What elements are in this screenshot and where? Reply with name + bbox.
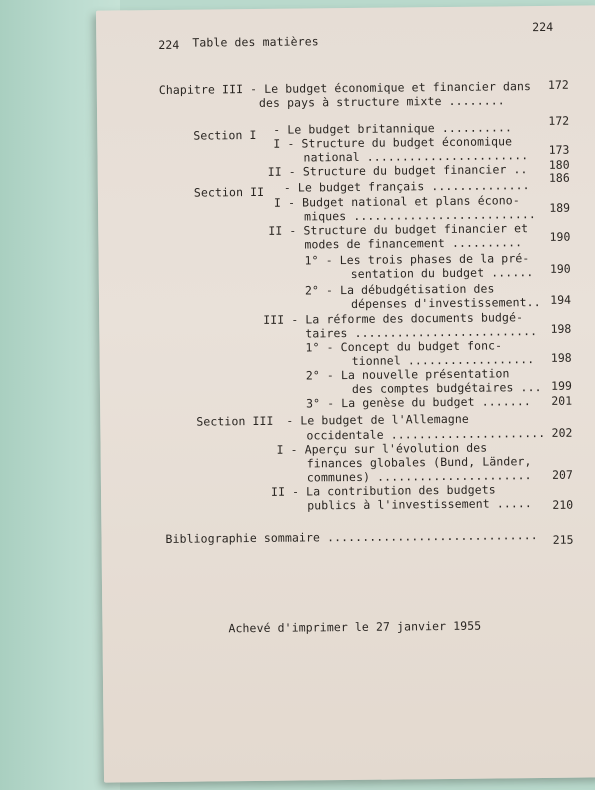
section1-i-line2: national ....................... [303, 148, 529, 165]
section2-iii-2-line2: des comptes budgétaires ... [351, 379, 542, 396]
section2-iii-3-page: 201 [551, 393, 573, 408]
section2-iii-2-line1: 2° - La nouvelle présentation [305, 366, 510, 383]
section3-ii-line2: publics à l'investissement ..... [307, 496, 532, 513]
colophon: Achevé d'imprimer le 27 janvier 1955 [228, 618, 482, 636]
section1-head: Section I [193, 127, 257, 143]
section2-ii-1-page: 190 [549, 261, 571, 276]
section2-iii-1-line1: 1° - Concept du budget fonc- [305, 338, 503, 355]
section2-iii-3-line: 3° - La genèse du budget ....... [306, 394, 531, 411]
section1-title: - Le budget britannique .......... [273, 120, 513, 137]
book-page [96, 5, 595, 782]
header-title: Table des matières [192, 34, 319, 50]
section2-ii-2-line2: dépenses d'investissement.. [350, 294, 541, 311]
section2-i-line2: miques .......................... [304, 207, 536, 224]
section2-ii-2-page: 194 [550, 292, 572, 307]
section2-head: Section II [193, 184, 265, 200]
section2-ii-line1: II - Structure du budget financier et [268, 221, 529, 238]
chapter-title-line1: Chapitre III - Le budget économique et financier dans [158, 79, 532, 97]
header-page-number-right: 224 [532, 19, 554, 35]
section2-iii-line1: III - La réforme des documents budgé- [263, 310, 524, 327]
section2-ii-1-line1: 1° - Les trois phases de la pré- [304, 251, 530, 268]
section2-ii-line2: modes de financement .......... [304, 235, 523, 252]
section3-head: Section III [196, 413, 274, 429]
header-page-number-left: 224 [158, 37, 180, 52]
section3-title-line2: occidentale ...................... [306, 425, 546, 443]
section2-iii-1-line2: tionnel .................. [351, 352, 535, 368]
section2-i-page: 189 [549, 200, 571, 215]
chapter-page: 172 [547, 77, 569, 92]
section2-page: 186 [548, 170, 570, 185]
section3-title: - Le budget de l'Allemagne [286, 411, 469, 428]
section2-iii-line2: taires .......................... [305, 324, 538, 341]
section2-ii-1-line2: sentation du budget ...... [350, 265, 534, 281]
section2-iii-page: 198 [550, 321, 572, 336]
section2-iii-2-page: 199 [551, 378, 572, 393]
section2-iii-1-page: 198 [550, 350, 572, 365]
section1-i-page: 173 [548, 142, 570, 157]
section3-i-line1: I - Aperçu sur l'évolution des [276, 440, 488, 457]
section1-i-line1: I - Structure du budget économique [273, 134, 513, 151]
bibliography-label: Bibliographie sommaire .............................. [165, 528, 538, 546]
chapter-title-line2: des pays à structure mixte ........ [258, 93, 505, 110]
section3-i-line3: communes) ...................... [306, 468, 532, 485]
section3-i-line2: finances globales (Bund, Länder, [306, 454, 532, 471]
section2-ii-2-line1: 2° - La débudgétisation des [304, 281, 495, 298]
section3-ii-page: 210 [552, 497, 574, 512]
section3-page: 202 [551, 425, 573, 440]
section3-i-page: 207 [552, 467, 573, 482]
section2-ii-page: 190 [549, 229, 571, 244]
section1-ii-line: II - Structure du budget financier .. [267, 162, 528, 179]
section2-title: - Le budget français .............. [283, 178, 530, 195]
section1-ii-page: 180 [548, 157, 570, 172]
section2-i-line1: I - Budget national et plans écono- [273, 193, 520, 210]
section3-ii-line1: II - La contribution des budgets [270, 482, 496, 499]
section1-page: 172 [548, 113, 570, 128]
bibliography-page: 215 [552, 532, 574, 547]
